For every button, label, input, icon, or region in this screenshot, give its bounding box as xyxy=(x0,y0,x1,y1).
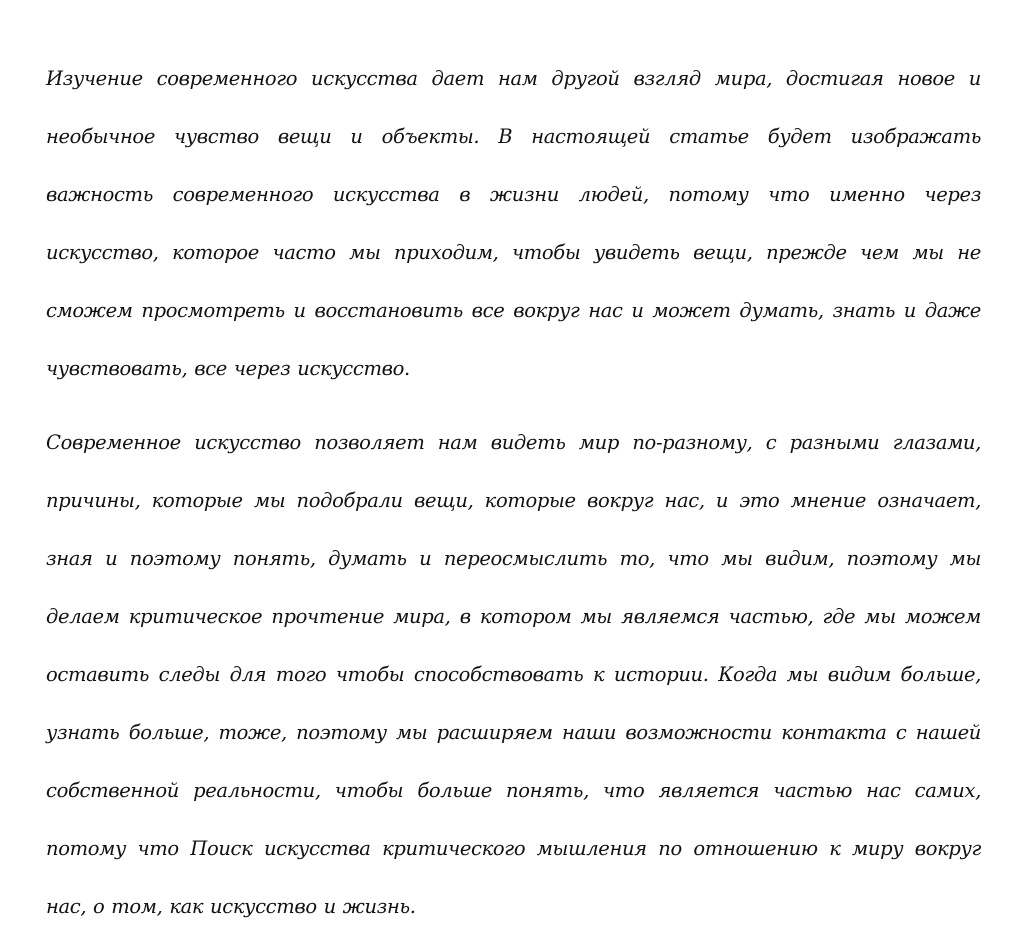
paragraph-2: Современное искусство позволяет нам видеть мир по-разному, с разными глазами, причины, которые мы подобрали вещи, которые вокруг нас, и это мнение означает, зная и поэтому понять, думать и переосмыслить то, что мы видим, поэтому мы делаем критическое прочтение мира, в котором мы являемся частью, где мы можем оставить следы для того чтобы способствовать к истории. Когда мы видим больше, узнать больше, тоже, поэтому мы расширяем наши возможности контакта с нашей собственной реальности, чтобы больше понять, что является частью нас самих, потому что Поиск искусства критического мышления по отношению к миру вокруг нас, о том, как искусство и жизнь. xyxy=(46,431,981,918)
paragraph-1: Изучение современного искусства дает нам другой взгляд мира, достигая новое и необычное чувство вещи и объекты. В настоящей статье будет изображать важность современного искусства в жизни людей, потому что именно через искусство, которое часто мы приходим, чтобы увидеть вещи, прежде чем мы не сможем просмотреть и восстановить все вокруг нас и может думать, знать и даже чувствовать, все через искусство. xyxy=(46,67,981,380)
handwritten-text-page xyxy=(46,50,981,936)
